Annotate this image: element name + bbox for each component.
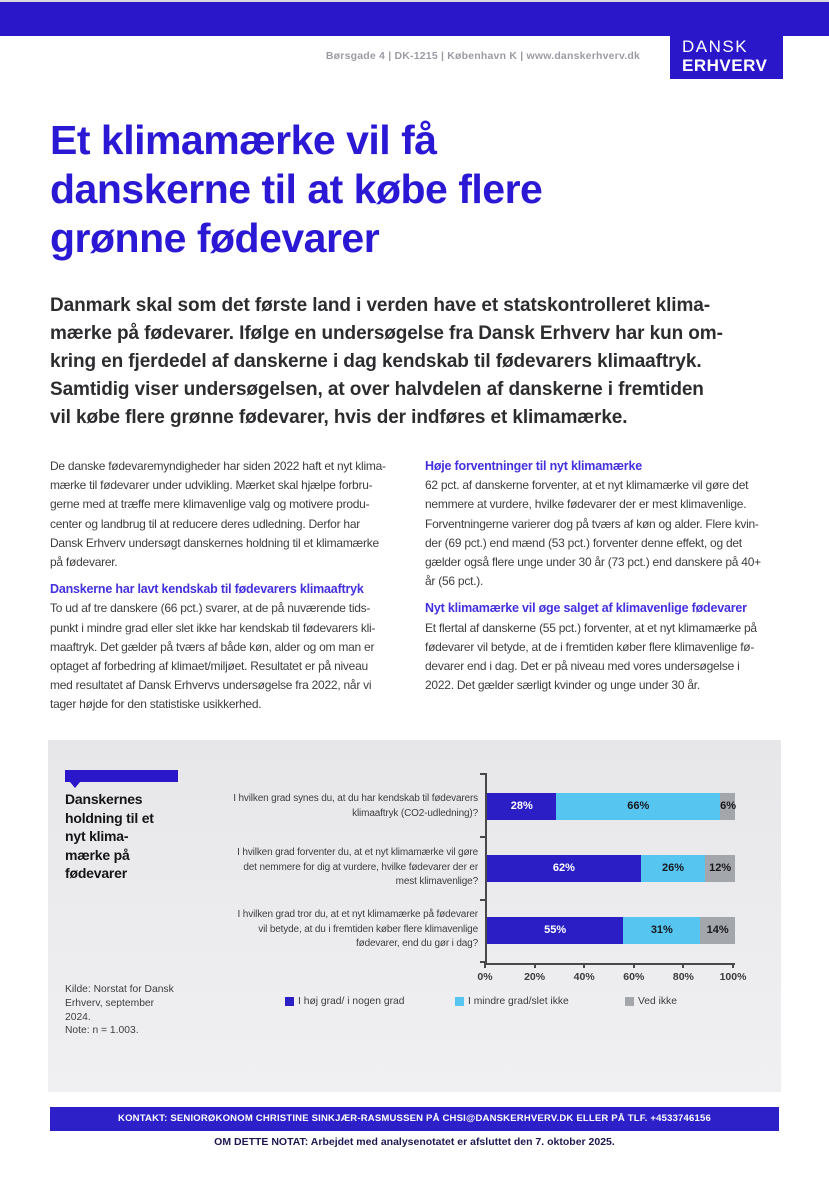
bar-value-label: 26% [661,862,684,874]
text-line: danskerne til at købe flere [50,166,543,212]
text-line: Dansk Erhverv undersøgt danskernes holdning til et klimamærke [50,535,379,550]
text-line: mest klimavenlige? [395,876,478,887]
text-line: med resultatet af Dansk Erhvervs undersøgelse fra 2022, når vi [50,678,372,693]
legend-item [285,996,404,1007]
column-right [425,457,797,695]
bar-value-label: 6% [720,800,737,812]
text-line: Et klimamærke vil få [50,117,437,163]
y-axis-tick [480,836,487,838]
legend-swatch [455,997,464,1006]
chart-title [65,790,195,883]
text-line: optaget af forbedring af klimaet/miljøet. Resultatet er på niveau [50,659,368,674]
legend-item [455,996,569,1007]
bar-segment [487,855,641,882]
column-left [50,457,422,715]
bar-row [487,917,735,944]
x-axis-tick-label: 80% [672,971,694,983]
y-axis-tick [480,899,487,901]
text-line: De danske fødevaremyndigheder har siden 2022 haft et nyt klima- [50,459,386,473]
text-line: 62 pct. af danskerne forventer, at et nyt klimamærke vil gøre det [425,478,749,493]
text-line: år (56 pct.). [425,574,484,589]
text-line: To ud af tre danskere (66 pct.) svarer, at de på nuværende tids- [50,601,371,616]
spacer [50,572,422,580]
text-line: 2024. [65,1011,91,1023]
bar-value-label: 14% [706,924,729,936]
body-paragraph [425,619,797,696]
x-axis-tick [583,963,585,968]
header-address: Børsgade 4 | DK-1215 | København K | www.danskerhverv.dk [325,50,640,62]
x-axis-tick-label: 0% [477,971,493,983]
body-paragraph [50,457,422,572]
legend-swatch [285,997,294,1006]
bar-segment [700,917,735,944]
legend-label: Ved ikke [638,996,677,1007]
bar-value-label: 55% [544,924,567,936]
bar-value-label: 28% [510,800,533,812]
text-line: fødevarer [65,865,128,881]
text-line: gælder også flere unge under 30 år (73 pct.) end danskere på 40+ [425,555,761,570]
text-line: mærke til fødevarer under udvikling. Mærket skal hjælpe forbru- [50,478,373,493]
bar-value-label: 12% [709,862,732,874]
bar-value-label: 66% [627,800,650,812]
legend-item [625,996,677,1007]
chart-card [48,740,781,1092]
text-line: vil købe flere grønne fødevarer, hvis der indføres et klimamærke. [50,407,628,428]
bar-segment [705,855,735,882]
text-line: nyt klima- [65,828,129,844]
bar-value-label: 62% [552,862,575,874]
text-line: holdning til et [65,809,154,826]
body-paragraph [50,599,422,714]
text-line: center og landbrug til at reducere deres udledning. Derfor har [50,516,361,531]
bar-segment [487,917,623,944]
text-line: vil betyde, at du i fremtiden køber flere klimavenlige [258,923,478,935]
text-line: kring en fjerdedel af danskerne i dag kendskab til fødevarers klimaaftryk. [50,351,702,372]
text-line: grønne fødevarer [50,215,380,261]
chart-plot [485,773,735,965]
y-axis-tick [480,773,487,775]
text-line: mærke på fødevarer. Ifølge en undersøgelse fra Dansk Erhverv har kun om- [50,323,723,344]
text-line: I hvilken grad tror du, at et nyt klimamærke på fødevarer [237,909,478,920]
chart-question-1 [198,792,478,821]
x-axis-tick [484,963,486,968]
text-line: Danskernes [65,791,143,807]
text-line: mærke på [65,846,130,863]
text-line: fødevarer vil betyde, at de i fremtiden køber flere klimavenlige fø- [425,639,755,654]
text-line: Erhverv, september [65,997,155,1009]
chart-note: Note: n = 1.003. [65,1025,139,1037]
text-line: I hvilken grad synes du, at du har kendskab til fødevarers [233,793,478,804]
text-line: gerne med at træffe mere klimavenlige valg og motivere produ- [50,497,370,512]
text-line: Danmark skal som det første land i verden have et statskontrolleret klima- [50,295,710,316]
section-heading-kendskab: Danskerne har lavt kendskab til fødevarers klimaaftryk [50,582,364,597]
chart-question-3 [198,908,478,952]
section-heading-salg: Nyt klimamærke vil øge salget af klimavenlige fødevarer [425,601,747,616]
legend-swatch [625,997,634,1006]
text-line: punkt i mindre grad eller slet ikke har kendskab til fødevarers kli- [50,620,376,635]
text-line: tager højde for den statistiske usikkerhed. [50,697,262,712]
text-line: I hvilken grad forventer du, at et nyt klimamærke vil gøre [237,847,478,858]
text-line: fødevarer, end du gør i dag? [356,938,478,949]
about-note: OM DETTE NOTAT: Arbejdet med analysenotatet er afsluttet den 7. oktober 2025. [214,1136,615,1148]
bar-row [487,855,735,882]
text-line: på fødevarer. [50,555,118,570]
intro-paragraph [50,292,723,432]
bar-segment [556,793,720,820]
logo-word-dansk: DANSK [682,37,749,56]
text-line: der (69 pct.) end mænd (53 pct.) forventer denne effekt, og det [425,535,742,550]
x-axis-tick-label: 100% [719,971,747,983]
bar-segment [720,793,735,820]
logo-word-erhverv: ERHVERV [682,56,768,75]
bar-segment [641,855,705,882]
chart-question-2 [198,846,478,890]
section-heading-forventninger: Høje forventninger til nyt klimamærke [425,459,642,473]
chart-accent-bar [65,770,178,782]
source-text [65,983,215,1024]
bar-segment [487,793,556,820]
x-axis-tick [633,963,635,968]
page-title [50,116,542,263]
chart-accent-arrow-icon [70,782,80,788]
bar-row [487,793,735,820]
bar-segment [623,917,700,944]
contact-bar: KONTAKT: SENIORØKONOM CHRISTINE SINKJÆR-RASMUSSEN PÅ CHSI@DANSKERHVERV.DK ELLER PÅ TLF. +4533746156 [50,1107,779,1131]
x-axis-tick-label: 20% [524,971,546,983]
text-line: maaftryk. Det gælder på tværs af både køn, alder og om man er [50,639,375,654]
chart-source [65,983,215,1038]
text-line: Et flertal af danskerne (55 pct.) forventer, at et nyt klimamærke på [425,620,757,635]
spacer [425,591,797,599]
x-axis-ticks [477,963,747,989]
legend-label: I høj grad/ i nogen grad [298,996,405,1007]
bar-value-label: 31% [650,924,673,936]
text-line: Kilde: Norstat for Dansk [65,984,174,995]
x-axis-tick [732,963,734,968]
dansk-erhverv-logo [670,2,783,79]
text-line: 2022. Det gælder særligt kvinder og unge under 30 år. [425,678,700,693]
x-axis-tick-label: 40% [573,971,595,983]
text-line: det nemmere for dig at vurdere, hvilke fødevarer der er [243,861,478,873]
text-line: nemmere at vurdere, hvilke fødevarer der er mest klimavenlige. [425,497,747,512]
x-axis-tick [682,963,684,968]
x-axis-tick [534,963,536,968]
text-line: devarer end i dag. Det er på niveau med vores undersøgelse i [425,659,740,674]
legend-label: I mindre grad/slet ikke [468,996,569,1007]
text-line: klimaaftryk (CO2-udledning)? [352,807,478,819]
body-paragraph [425,476,797,591]
x-axis-tick-label: 60% [623,971,645,983]
text-line: Forventningerne varierer dog på tværs af køn og alder. Flere kvin- [425,516,759,531]
text-line: Samtidig viser undersøgelsen, at over halvdelen af danskerne i fremtiden [50,379,704,400]
